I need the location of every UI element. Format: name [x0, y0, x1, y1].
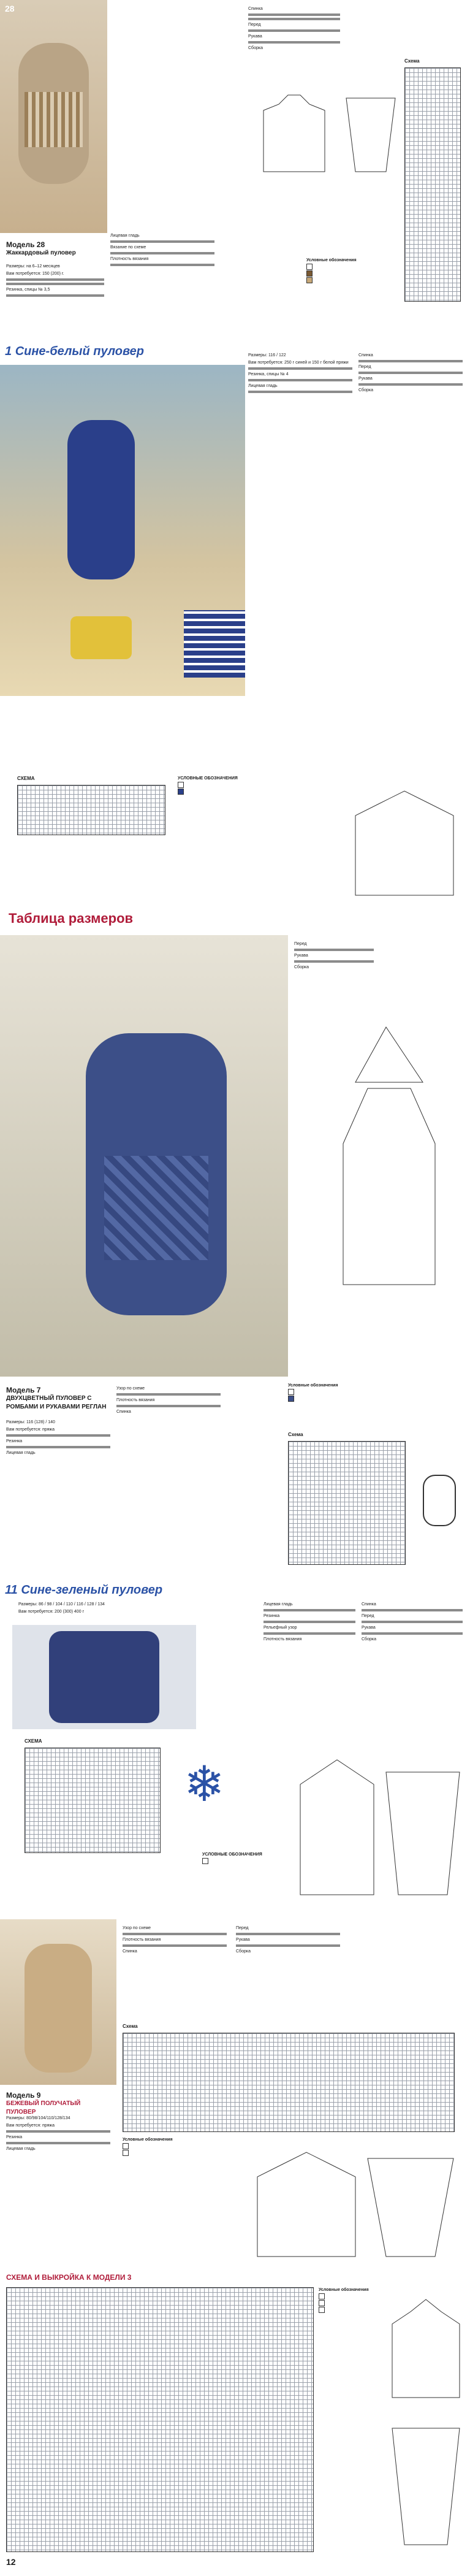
text-line-placeholder: [248, 18, 340, 20]
legend: [178, 776, 245, 795]
schema-label: Схема: [288, 1432, 303, 1437]
section-title: Сине-зеленый пуловер: [21, 1583, 163, 1597]
text-line: Перед: [358, 365, 371, 369]
text-line: Резинка: [6, 2135, 23, 2139]
text-line-placeholder: [362, 1632, 463, 1635]
text-line: Размеры: на 6–12 месяцев: [6, 264, 60, 269]
legend-swatch: [319, 2300, 325, 2306]
text-line: Сборка: [358, 388, 373, 392]
schema-label: Схема: [123, 2024, 138, 2029]
text-line-placeholder: [6, 283, 104, 285]
text-line: Лицевая гладь: [6, 2147, 36, 2151]
text-line: Размеры: 80/98/104/110/128/134: [6, 2116, 70, 2120]
text-line-placeholder: [123, 1944, 227, 1947]
sleeve-piece-outline: [355, 1027, 423, 1082]
text-line: Плотность вязания: [263, 1637, 302, 1642]
legend-swatch: [202, 1858, 208, 1864]
jacquard-chart: [404, 67, 461, 302]
text-line: Плотность вязания: [116, 1398, 155, 1402]
legend-item: [319, 2307, 386, 2314]
text-line: Сборка: [362, 1637, 376, 1642]
schema-label: СХЕМА: [25, 1738, 42, 1744]
text-line: Вам потребуется: 150 (200) г.: [6, 272, 64, 276]
legend-title: УСЛОВНЫЕ ОБОЗНАЧЕНИЯ: [178, 776, 238, 781]
boy-figure: [67, 420, 135, 579]
boy-photo-beach: [0, 365, 245, 696]
toddler-figure: [25, 1944, 92, 2073]
text-line: Резинка, спицы № 4: [248, 372, 289, 376]
text-column-1: [6, 264, 104, 299]
model-title: [6, 1386, 110, 1412]
sweater-inset: [184, 610, 245, 678]
text-line-placeholder: [6, 294, 104, 297]
text-line: Лицевая гладь: [263, 1602, 293, 1607]
legend-title: Условные обозначения: [319, 2288, 369, 2292]
text-line: Вам потребуется: пряжа: [6, 2123, 55, 2128]
text-column-3: [294, 941, 374, 972]
sweater-photo: [12, 1625, 196, 1729]
text-line: Рукава: [248, 34, 262, 39]
sleeve-piece-outline: [346, 98, 395, 172]
scheme-chart: [6, 2287, 314, 2552]
text-line-placeholder: [358, 372, 463, 374]
text-line: Спинка: [116, 1410, 131, 1414]
text-line: Перед: [294, 942, 307, 946]
text-line-placeholder: [358, 383, 463, 386]
figure-drawing: [423, 1475, 456, 1526]
section-blue-white-pullover: [0, 343, 470, 932]
sleeve-piece-outline: [368, 2158, 453, 2257]
legend-item: [202, 1858, 282, 1865]
section-number: 1: [5, 345, 12, 358]
stripe-chart: [17, 785, 165, 835]
text-line: Перед: [248, 23, 261, 27]
text-line: Спинка: [362, 1602, 376, 1607]
legend-swatch: [123, 2143, 129, 2149]
text-column-2: [123, 1925, 227, 1956]
sleeve-piece-outline: [392, 2428, 460, 2545]
text-line: Резинка: [263, 1614, 280, 1618]
text-line: Лицевая гладь: [110, 234, 140, 238]
legend-item: [306, 264, 398, 270]
text-line: Перед: [236, 1926, 249, 1930]
legend-title: Условные обозначения: [123, 2138, 173, 2142]
text-column-1: [248, 353, 352, 395]
text-line: Сборка: [236, 1949, 251, 1954]
section-title: СХЕМА И ВЫКРОЙКА К МОДЕЛИ 3: [6, 2273, 132, 2282]
body-piece-outline: [257, 2152, 355, 2257]
text-line: Рукава: [294, 954, 308, 958]
text-line-placeholder: [358, 360, 463, 362]
text-line: Рельефный узор: [263, 1626, 297, 1630]
pattern-diagrams: [288, 1735, 466, 1907]
page-number: 28: [5, 4, 15, 13]
pattern-diagram-sleeve: [343, 86, 398, 178]
body-piece-outline: [300, 1760, 374, 1895]
model-subtitle: Жаккардовый пуловер: [6, 250, 76, 256]
pattern-diagrams: [386, 2287, 466, 2551]
body-piece-outline: [392, 2299, 460, 2398]
legend-item: [288, 1389, 374, 1396]
legend-item: [123, 2150, 239, 2157]
text-line: Рукава: [236, 1938, 250, 1942]
text-line-placeholder: [263, 1609, 355, 1611]
section-blue-green-pullover: [0, 1582, 470, 1916]
text-line-placeholder: [110, 240, 214, 243]
legend-item: [306, 270, 398, 277]
text-line-placeholder: [236, 1944, 340, 1947]
text-line: Вам потребуется: пряжа: [6, 1428, 55, 1432]
text-line: Резинка, спицы № 3,5: [6, 288, 50, 292]
text-line: Вам потребуется: 250 г синей и 150 г белой пряжи: [248, 361, 349, 365]
legend-item: [123, 2143, 239, 2150]
text-line-placeholder: [116, 1405, 221, 1407]
schema-label: СХЕМА: [17, 776, 35, 781]
legend: [319, 2287, 386, 2314]
legend-swatch: [319, 2293, 325, 2299]
text-line-placeholder: [248, 13, 340, 16]
text-column-3: [236, 1925, 340, 1956]
text-column-1: [6, 1420, 110, 1458]
text-line: Спинка: [358, 353, 373, 357]
text-column-1: [18, 1602, 257, 1616]
legend-swatch: [319, 2307, 325, 2313]
size-table-heading: Таблица размеров: [9, 911, 134, 926]
text-line: Плотность вязания: [123, 1938, 161, 1942]
text-column-3: [362, 1602, 463, 1644]
text-line-placeholder: [123, 1933, 227, 1935]
boots: [70, 616, 132, 659]
model-title-text: Модель 28: [6, 240, 45, 249]
legend: [123, 2137, 239, 2157]
section-model-7: [0, 935, 470, 1579]
body-piece-outline: [355, 791, 453, 895]
text-line-placeholder: [6, 2130, 110, 2133]
relief-chart: [25, 1748, 161, 1853]
sweater-shape: [49, 1631, 159, 1723]
text-line: Рукава: [362, 1626, 376, 1630]
legend-swatch: [123, 2150, 129, 2156]
text-line-placeholder: [6, 1434, 110, 1437]
legend-title: УСЛОВНЫЕ ОБОЗНАЧЕНИЯ: [202, 1852, 262, 1857]
text-line-placeholder: [6, 1446, 110, 1448]
text-line-placeholder: [263, 1632, 355, 1635]
legend-swatch: [288, 1396, 294, 1402]
model-subtitle: ДВУХЦВЕТНЫЙ ПУЛОВЕР С РОМБАМИ И РУКАВАМИ РЕГЛАН: [6, 1395, 107, 1410]
legend-item: [319, 2300, 386, 2307]
legend-swatch: [288, 1389, 294, 1395]
text-line-placeholder: [248, 391, 352, 393]
front-piece-outline: [263, 95, 325, 172]
sleeve-piece-outline: [386, 1772, 460, 1895]
text-line: Лицевая гладь: [6, 1451, 36, 1455]
diamond-chart: [288, 1441, 406, 1565]
text-column-2: [358, 353, 463, 395]
text-line-placeholder: [116, 1393, 221, 1396]
legend: [202, 1852, 282, 1865]
text-column-2: [116, 1386, 221, 1416]
text-column-3: [248, 6, 340, 53]
text-line-placeholder: [248, 379, 352, 381]
toddler-photo: [0, 1919, 116, 2085]
text-column-2: [110, 233, 214, 268]
section-model-28: [0, 0, 470, 340]
text-line-placeholder: [362, 1609, 463, 1611]
sweater-pattern: [25, 92, 83, 147]
section-heading: [5, 345, 144, 359]
text-line: Сборка: [248, 46, 263, 50]
text-line-placeholder: [236, 1933, 340, 1935]
legend-title: Условные обозначения: [288, 1383, 338, 1388]
pattern-diagram-body: [343, 779, 466, 901]
text-line: Сборка: [294, 965, 309, 969]
text-line-placeholder: [248, 367, 352, 370]
text-line: Спинка: [123, 1949, 137, 1954]
section-heading: [5, 1583, 162, 1597]
pattern-diagrams: [245, 2134, 460, 2263]
model-title-text: Модель 7: [6, 1386, 41, 1394]
text-line: Вязание по схеме: [110, 245, 146, 250]
legend-swatch: [306, 264, 313, 270]
snowflake-icon: ❄: [184, 1757, 226, 1811]
legend: [288, 1383, 374, 1402]
text-line-placeholder: [6, 2142, 110, 2144]
text-line-placeholder: [110, 252, 214, 254]
text-line: Вам потребуется: 200 (300) 400 г: [18, 1610, 85, 1614]
legend-swatch: [178, 789, 184, 795]
section-title: Сине-белый пуловер: [15, 345, 144, 358]
legend-item: [288, 1396, 374, 1402]
model-subtitle: БЕЖЕВЫЙ ПОЛУЧАТЫЙ ПУЛОВЕР: [6, 2100, 81, 2115]
text-line-placeholder: [294, 949, 374, 951]
text-line: Размеры: 116 (128) / 140: [6, 1420, 55, 1424]
text-column-2: [263, 1602, 355, 1644]
pattern-diagram-front: [257, 86, 331, 178]
section-model-9: [0, 1919, 470, 2269]
text-line-placeholder: [263, 1621, 355, 1623]
text-line: Плотность вязания: [110, 257, 149, 261]
schema-label: Схема: [404, 58, 420, 64]
back-piece-outline: [343, 1088, 435, 1285]
legend: [306, 258, 398, 284]
legend-swatch: [306, 277, 313, 283]
legend-title: Условные обозначения: [306, 258, 357, 262]
text-line-placeholder: [248, 29, 340, 32]
text-line: Лицевая гладь: [248, 384, 278, 388]
text-line: Узор по схеме: [123, 1926, 151, 1930]
text-line: Узор по схеме: [116, 1386, 145, 1391]
cable-chart: [123, 2033, 455, 2132]
legend-item: [178, 782, 245, 789]
section-number: 11: [5, 1583, 18, 1597]
text-line: Спинка: [248, 7, 263, 11]
text-line-placeholder: [6, 278, 104, 281]
boy-photo: [0, 935, 288, 1377]
legend-item: [319, 2293, 386, 2300]
text-line-placeholder: [294, 960, 374, 963]
text-line-placeholder: [248, 41, 340, 44]
text-column-1: [6, 2115, 110, 2154]
text-line-placeholder: [362, 1621, 463, 1623]
text-line: Резинка: [6, 1439, 23, 1443]
text-line-placeholder: [110, 264, 214, 266]
baby-photo: [0, 0, 107, 233]
legend-swatch: [178, 782, 184, 788]
model-title-text: Модель 9: [6, 2091, 41, 2100]
diamond-pattern: [104, 1156, 208, 1260]
legend-item: [178, 789, 245, 795]
text-line: Рукава: [358, 376, 373, 381]
raglan-pattern-diagram: [319, 1015, 460, 1297]
model-title: [6, 240, 76, 258]
legend-swatch: [306, 270, 313, 277]
section-model-3-scheme: [0, 2272, 470, 2576]
page-number: 12: [6, 2557, 16, 2567]
text-line: Размеры: 86 / 98 / 104 / 110 / 116 / 128 / 134: [18, 1602, 105, 1607]
text-line: Размеры: 116 / 122: [248, 353, 286, 357]
legend-item: [306, 277, 398, 284]
model-title: [6, 2091, 110, 2117]
text-line: Перед: [362, 1614, 374, 1618]
